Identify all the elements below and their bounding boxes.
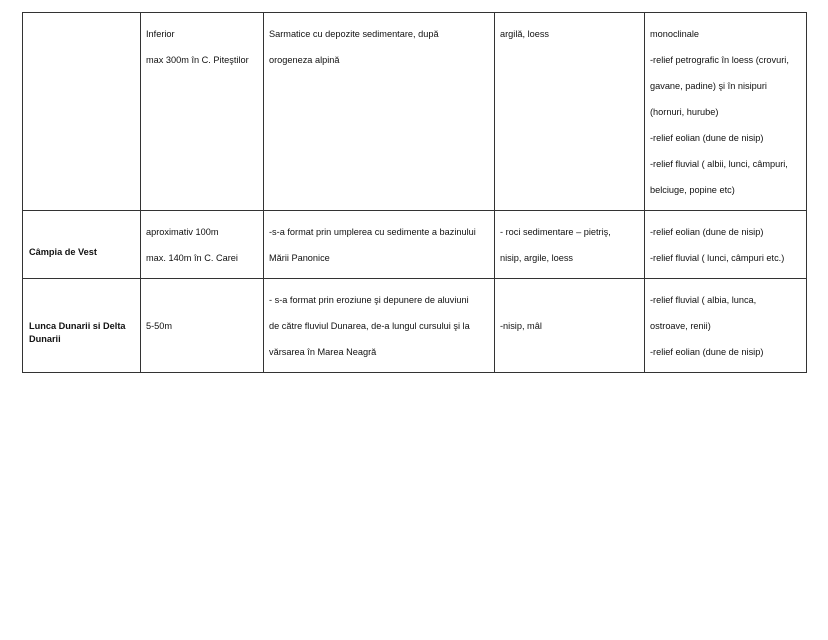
cell-line: -nisip, mâl: [500, 321, 542, 331]
cell-line: Inferior: [146, 29, 175, 39]
region-name-cell: [23, 13, 141, 211]
region-name: Câmpia de Vest: [29, 246, 97, 257]
table-row: [23, 211, 807, 279]
formation-cell: [264, 211, 495, 279]
region-name-cell: [23, 279, 141, 373]
cell-line: aproximativ 100m: [146, 227, 219, 237]
altitude-cell: [141, 211, 264, 279]
region-name-cell: [23, 211, 141, 279]
cell-line: -relief fluvial ( lunci, câmpuri etc.): [650, 253, 785, 263]
cell-line: gavane, padine) şi în nisipuri: [650, 81, 767, 91]
cell-line: max. 140m în C. Carei: [146, 253, 238, 263]
cell-line: Sarmatice cu depozite sedimentare, după: [269, 29, 439, 39]
geography-table: [22, 12, 807, 373]
cell-line: 5-50m: [146, 321, 173, 331]
cell-line: (hornuri, hurube): [650, 107, 719, 117]
cell-line: monoclinale: [650, 29, 700, 39]
cell-line: -relief fluvial ( albia, lunca,: [650, 295, 757, 305]
cell-line: Mării Panonice: [269, 253, 330, 263]
cell-line: -relief eolian (dune de nisip): [650, 347, 764, 357]
table-row: [23, 279, 807, 373]
altitude-cell: [141, 279, 264, 373]
rocks-cell: [495, 13, 645, 211]
altitude-cell: [141, 13, 264, 211]
cell-line: -relief fluvial ( albii, lunci, câmpuri,: [650, 159, 788, 169]
formation-cell: [264, 13, 495, 211]
cell-line: -relief eolian (dune de nisip): [650, 133, 764, 143]
cell-line: -s-a format prin umplerea cu sedimente a bazinului: [269, 227, 476, 237]
region-name: Lunca Dunarii si Delta Dunarii: [29, 321, 126, 344]
cell-line: de către fluviul Dunarea, de-a lungul cursului şi la: [269, 321, 470, 331]
relief-cell: [645, 211, 807, 279]
cell-line: vărsarea în Marea Neagră: [269, 347, 377, 357]
relief-cell: [645, 13, 807, 211]
rocks-cell: [495, 211, 645, 279]
cell-line: argilă, loess: [500, 29, 550, 39]
cell-line: - roci sedimentare – pietriş,: [500, 227, 611, 237]
cell-line: nisip, argile, loess: [500, 253, 574, 263]
table-row: [23, 13, 807, 211]
cell-line: belciuge, popine etc): [650, 185, 735, 195]
cell-line: max 300m în C. Piteştilor: [146, 55, 249, 65]
relief-cell: [645, 279, 807, 373]
cell-line: orogeneza alpină: [269, 55, 340, 65]
cell-line: -relief petrografic în loess (crovuri,: [650, 55, 789, 65]
rocks-cell: [495, 279, 645, 373]
cell-line: -relief eolian (dune de nisip): [650, 227, 764, 237]
cell-line: - s-a format prin eroziune şi depunere de aluviuni: [269, 295, 469, 305]
cell-line: ostroave, renii): [650, 321, 711, 331]
formation-cell: [264, 279, 495, 373]
